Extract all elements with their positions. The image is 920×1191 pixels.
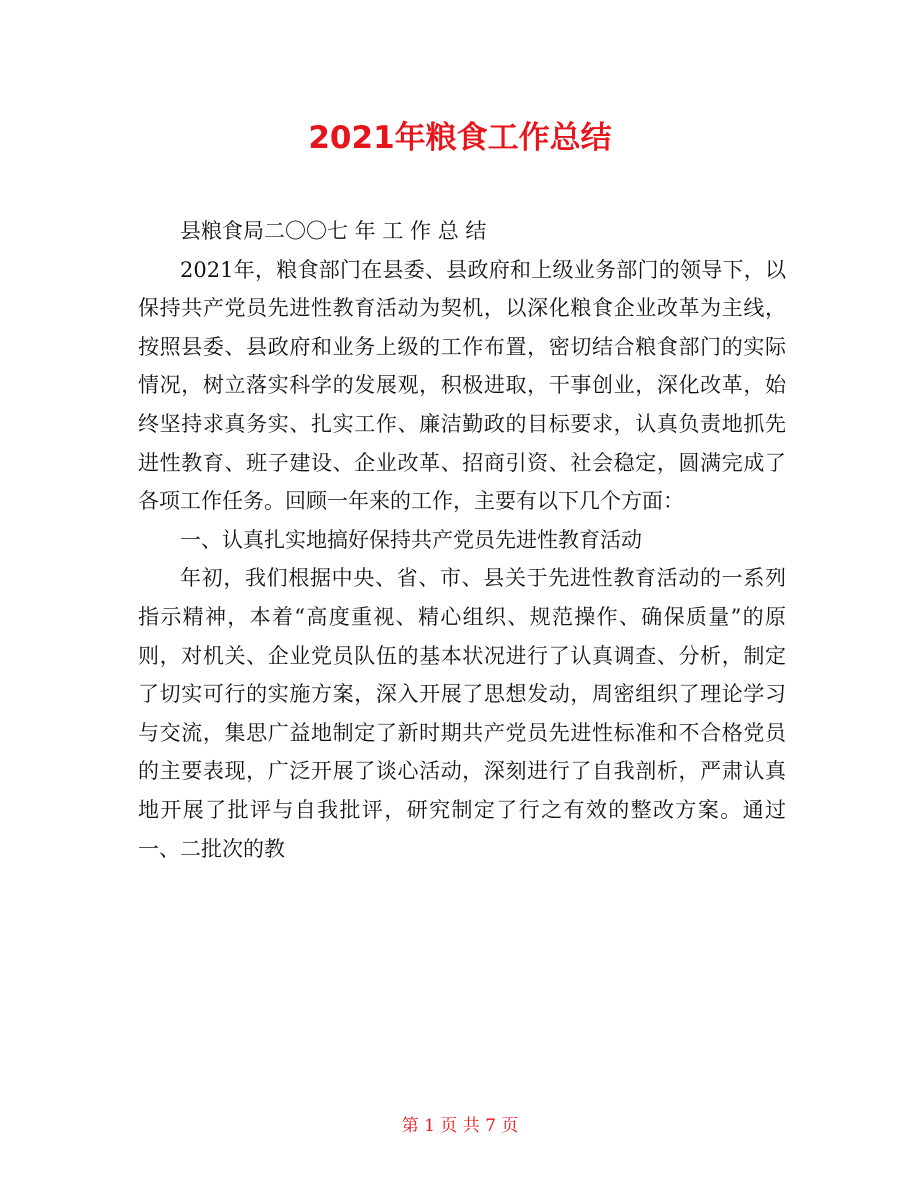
subtitle-line: 县粮食局二〇〇七 年 工 作 总 结 — [180, 219, 487, 243]
section-heading-1: 一、认真扎实地搞好保持共产党员先进性教育活动 — [180, 527, 642, 552]
page-footer: 第 1 页 共 7 页 — [401, 1116, 519, 1136]
paragraph-section-1: 年初，我们根据中央、省、市、县关于先进性教育活动的一系列指示精神，本着“高度重视、精心组织、规范操作、确保质量”的原则，对机关、企业党员队伍的基本状况进行了认真调查、分析，制定了切实可行的实施方案，深入开展了思想发动，周密组织了理论学习与交流，集思广益地制定了新时期共产党员先进性标准和不合格党员的主要表现，广泛开展了谈心活动，深刻进行了自我剖析，严肃认真地开展了批评与自我批评，研究制定了行之有效的整改方案。通过一、二批次的教 — [138, 566, 786, 861]
document-body — [138, 212, 786, 868]
page-title: 2021年粮食工作总结 — [308, 120, 612, 156]
paragraph-intro: 2021年，粮食部门在县委、县政府和上级业务部门的领导下，以保持共产党员先进性教育活动为契机，以深化粮食企业改革为主线，按照县委、县政府和业务上级的工作布置，密切结合粮食部门的实际情况，树立落实科学的发展观，积极进取，干事创业，深化改革，始终坚持求真务实、扎实工作、廉洁勤政的目标要求，认真负责地抓先进性教育、班子建设、企业改革、招商引资、社会稳定，圆满完成了各项工作任务。回顾一年来的工作，主要有以下几个方面： — [138, 257, 786, 514]
